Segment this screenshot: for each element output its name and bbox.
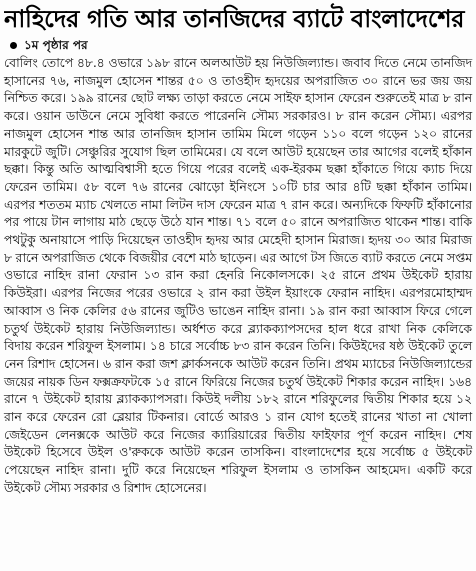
continued-label: ১ম পৃষ্ঠার পর <box>24 38 88 52</box>
headline: নাহিদের গতি আর তানজিদের ব্যাটে বাংলাদেশের <box>4 5 465 33</box>
bullet-icon <box>10 42 17 49</box>
continued-from-page-one <box>10 37 472 53</box>
article-body: বোলিং তোপে ৪৮.৪ ওভারে ১৯৮ রানে অলআউট হয় নিউজিল্যান্ড। জবাব দিতে নেমে তানজিদ হাসানের ৭৬, নাজমুল হোসেন শান্তর ৫০ ও তাওহীদ হৃদয়ের অপরাজিত ৩০ রানে ভর জয় জয় নিশ্চিত করে। ১৯৯ রানের ছোট লক্ষ্য তাড়া করতে নেমে সাইফ হাসান ফেরেন শুরুতেই মাত্র ৮ রান করে। ওয়ান ডাউনে নেমে সুবিধা করতে পারেননি সৌম্য সরকারও। ৮ রান করেন সৌম্য। এরপর নাজমুল হোসেন শান্ত আর তানজিদ হাসান তামিম মিলে গড়েন ১১০ বলে গড়েন ১২০ রানের মারকুটে জুটি। সেঞ্চুরির সুযোগ ছিল তামিমের। যে বলে আউট হয়েছেন তার আগের বলেই হাঁকান ছক্কা। কিন্তু অতি আত্মবিশ্বাসী হতে গিয়ে পরের বলেই এক-ইরকম ছক্কা হাঁকাতে গিয়ে ক্যাচ দিয়ে ফেরেন তামিম। ৫৮ বলে ৭৬ রানের ঝোড়ো ইনিংসে ১০টি চার আর ৪টি ছক্কা হাঁকান তামিম। এরপর শততম ম্যাচ খেলতে নামা লিটন দাস ফেরেন মাত্র ৭ রান করে। অন্যদিকে ফিফটি হাঁকানোর পর পায়ে টান লাগায় মাঠ ছেড়ে উঠে যান শান্ত। ৭১ বলে ৫০ রানে অপরাজিত থাকেন শান্ত। বাকি পথটুকু অনায়াসে পাড়ি দিয়েছেন তাওহীদ হৃদয় আর মেহেদী হাসান মিরাজ। হৃদয় ৩০ আর মিরাজ ৮ রানে অপরাজিত থেকে বিজয়ীর বেশে মাঠ ছাড়েন। এর আগে টস জিতে ব্যাট করতে নেমে সপ্তম ওভারে নাহিদ রানা ফেরান ১৩ রান করা হেনরি নিকোলসকে। ২৫ রানে প্রথম উইকেট হারায় কিউইরা। এরপর নিজের পরের ওভারে ২ রান করা উইল ইয়াংকে ফেরান নাহিদ। এরপরমোহাম্মদ আব্বাস ও নিক কেলির ৫৬ রানের জুটিও ভাঙেন নাহিদ রানা। ১৯ রান করা আব্বাস ফিরে গেলে চতুর্থ উইকেট হারায় নিউজিল্যান্ড। অর্ধশত করে ব্ল্যাকক্যাপসদের হাল ধরে রাখা নিক কেলিকে বিদায় করেন শরিফুল ইসলাম। ১৪ চারে সর্বোচ্চ ৮৩ রান করেন তিনি। কিউইদের ষষ্ঠ উইকেট তুলে নেন রিশাদ হোসেন। ৬ রান করা জশ ক্লার্কসনকে আউট করেন তিনি। প্রথম ম্যাচের নিউজিল্যান্ডের জয়ের নায়ক ডিন ফক্সক্রফটকে ১৫ রানে ফিরিয়ে নিজের চতুর্থ উইকেট শিকার করেন নাহিদ। ১৬৪ রানে ৭ উইকেট হারায় ব্ল্যাকক্যাপসরা। কিউই দলীয় ১৮২ রানে শরিফুলের দ্বিতীয় শিকার হয়ে ১২ রান করে ফেরেন রো ব্লেয়ার টিকনার। বোর্ডে আরও ১ রান যোগ হতেই রানের খাতা না খোলা জেইডেন লেনক্সকে আউট করে নিজের ক্যারিয়ারের দ্বিতীয় ফাইফার পূর্ণ করেন নাহিদ। শেষ উইকেট হিসেবে উইল ও'রুককে আউট করেন তাসকিন। বাংলাদেশের হয়ে সর্বোচ্চ ৫ উইকেট পেয়েছেন নাহিদ রানা। দুটি করে নিয়েছেন শরিফুল ইসলাম ও তাসকিন আহমেদ। একটি করে উইকেট সৌম্য সরকার ও রিশাদ হোসেনের। <box>4 55 473 495</box>
